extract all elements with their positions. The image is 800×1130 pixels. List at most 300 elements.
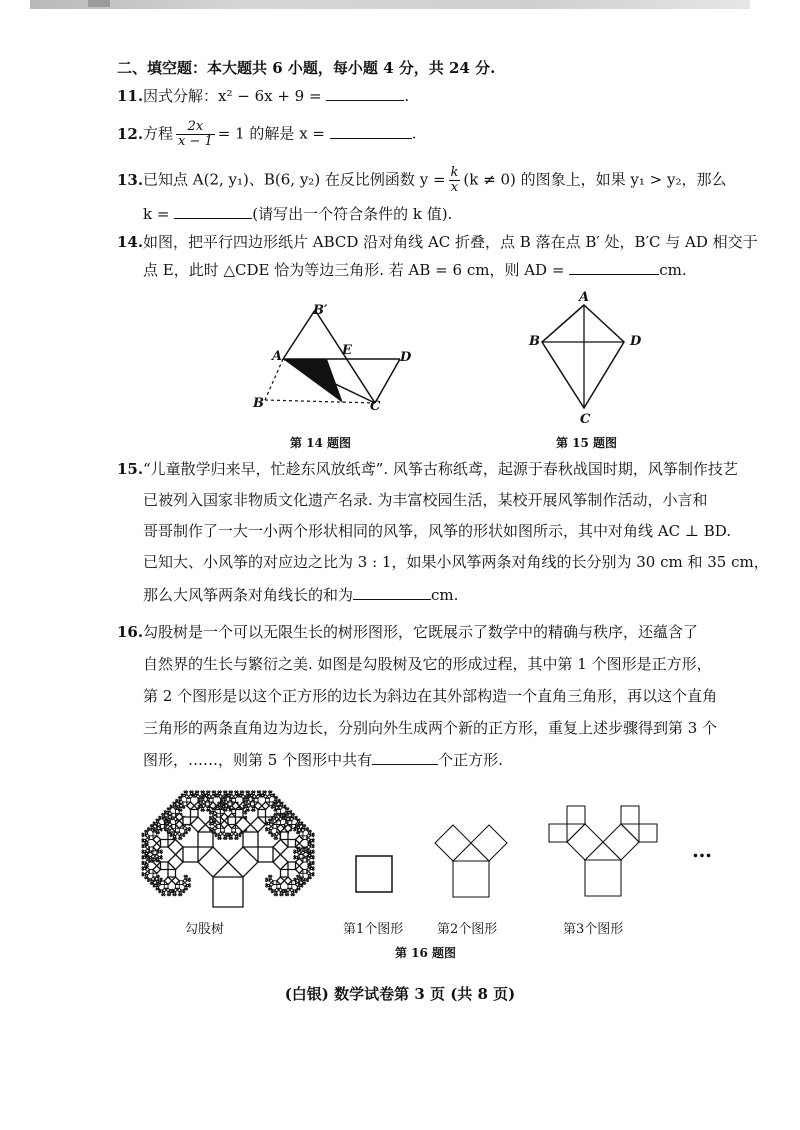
- tree-square: [228, 807, 230, 809]
- tree-square: [223, 838, 225, 840]
- tree-square: [206, 802, 210, 806]
- tree-square: [296, 891, 298, 893]
- tree-square: [226, 794, 228, 796]
- tree-square: [187, 802, 195, 810]
- question-text: 点 E，此时 △CDE 恰为等边三角形. 若 AB = 6 cm，则 AD =: [143, 261, 565, 279]
- answer-blank-12[interactable]: [330, 124, 412, 139]
- tree-square: [301, 885, 303, 887]
- question-number: 11.: [117, 87, 144, 105]
- tree-square: [281, 813, 283, 815]
- figure-15-kite: [530, 300, 640, 420]
- tree-square: [142, 839, 144, 841]
- tree-square: [189, 885, 191, 887]
- tree-square: [304, 825, 306, 827]
- figure-3-label: 第3个图形: [563, 922, 624, 937]
- question-14-line2: [143, 260, 687, 280]
- question-number: 13.: [117, 170, 144, 189]
- tree-square: [183, 817, 191, 825]
- tree-square: [296, 866, 304, 874]
- question-text: “儿童散学归来早，忙趁东风放纸鸢”. 风筝古称纸鸢，起源于春秋战国时期，风筝制作技艺: [143, 460, 738, 478]
- tree-square: [312, 852, 314, 854]
- tree-square: [156, 883, 158, 885]
- tree-square: [296, 832, 298, 834]
- ellipsis-mark: …: [692, 838, 712, 862]
- tree-square: [312, 869, 314, 871]
- question-text: 勾股树是一个可以无限生长的树形图形，它既展示了数学中的精确与秩序，还蕴含了: [143, 623, 699, 641]
- tree-square: [198, 832, 213, 847]
- tree-square: [266, 827, 268, 829]
- question-13-line2: [143, 204, 452, 224]
- tree-square: [191, 791, 193, 793]
- question-text: cm.: [431, 586, 459, 604]
- tree-square: [639, 824, 657, 842]
- segment-AB1: [283, 310, 315, 359]
- tree-square: [215, 794, 217, 796]
- tree-square: [294, 855, 296, 857]
- tree-square: [221, 799, 223, 801]
- tree-square: [201, 810, 203, 812]
- tree-square: [232, 828, 236, 832]
- tree-square: [277, 821, 281, 825]
- question-text: cm.: [659, 261, 687, 279]
- tree-square: [265, 791, 267, 793]
- tree-square: [273, 825, 277, 829]
- tree-square: [212, 832, 214, 834]
- tree-square: [281, 870, 289, 878]
- tree-square: [246, 810, 248, 812]
- tree-square: [147, 827, 149, 829]
- tree-square: [181, 794, 183, 796]
- tree-square: [161, 829, 163, 831]
- tree-square: [153, 851, 157, 855]
- tree-square: [164, 827, 166, 829]
- tree-square: [312, 863, 314, 865]
- question-15-line3: 哥哥制作了一大一小两个形状相同的风筝，风筝的形状如图所示，其中对角线 AC ⊥ BD.: [143, 522, 732, 540]
- tree-square: [209, 810, 211, 812]
- tree-square: [453, 861, 489, 897]
- tree-square: [168, 870, 176, 878]
- tree-square: [237, 794, 239, 796]
- square: [356, 856, 392, 892]
- tree-square: [310, 864, 312, 866]
- tree-square: [249, 794, 251, 796]
- tree-square: [288, 885, 292, 889]
- tree-square: [176, 805, 178, 807]
- tree-square: [254, 798, 258, 802]
- tree-square: [287, 808, 289, 810]
- tree-square: [176, 828, 180, 832]
- tree-square: [303, 858, 307, 862]
- tree-square: [274, 838, 276, 840]
- question-number: 14.: [117, 233, 144, 251]
- tree-square: [149, 870, 153, 874]
- tree-square: [161, 852, 163, 854]
- question-15-line2: 已被列入国家非物质文化遗产名录. 为丰富校园生活，某校开展风筝制作活动，小言和: [143, 491, 708, 509]
- tree-square: [268, 888, 270, 890]
- tree-square: [197, 791, 199, 793]
- label-B: B: [529, 334, 540, 349]
- tree-square: [178, 894, 180, 896]
- tree-square: [161, 857, 163, 859]
- tree-square: [209, 822, 211, 824]
- tree-square: [164, 816, 166, 818]
- question-text: 那么大风筝两条对角线长的和为: [143, 586, 354, 604]
- tree-square: [161, 840, 169, 848]
- label-B: B: [253, 396, 264, 411]
- figure-16-caption: 第 16 题图: [395, 946, 457, 960]
- page-footer: (白银) 数学试卷第 3 页 (共 8 页): [284, 985, 516, 1003]
- tree-square: [236, 810, 244, 818]
- tree-square: [228, 847, 258, 877]
- tree-square: [259, 791, 261, 793]
- question-number: 12.: [117, 124, 144, 143]
- question-16-line1: [117, 622, 698, 642]
- tree-square: [262, 802, 270, 810]
- dashed-AB: [265, 359, 283, 400]
- tree-square: [178, 810, 180, 812]
- question-text: (k ≠ 0) 的图象上，如果 y₁ > y₂，那么: [463, 170, 727, 189]
- tree-square: [218, 838, 220, 840]
- tree-square: [186, 875, 188, 877]
- tree-square: [192, 794, 194, 796]
- tree-square: [176, 885, 180, 889]
- tree-square: [223, 810, 225, 812]
- question-16-line3: 第 2 个图形是以这个正方形的边长为斜边在其外部构造一个直角三角形，再以这个直角: [143, 687, 718, 705]
- scan-top-bar: [30, 0, 750, 9]
- tree-square: [172, 877, 180, 885]
- tree-square: [266, 822, 268, 824]
- tree-square: [284, 877, 292, 885]
- figure-1-label: 第1个图形: [343, 922, 404, 937]
- tree-square: [274, 894, 276, 896]
- tree-square: [191, 810, 199, 818]
- tree-square: [298, 875, 300, 877]
- tree-square: [310, 830, 312, 832]
- tree-square: [312, 840, 314, 842]
- tree-square: [215, 805, 217, 807]
- tree-square: [145, 843, 147, 845]
- tree-square: [310, 841, 312, 843]
- question-15-line1: [117, 459, 738, 479]
- tree-square: [242, 791, 244, 793]
- tree-square: [153, 873, 157, 877]
- tree-square: [274, 810, 276, 812]
- tree-square: [142, 855, 144, 857]
- answer-blank-14[interactable]: [569, 260, 659, 275]
- tree-square: [299, 832, 303, 836]
- tree-square: [231, 791, 233, 793]
- tree-square: [153, 866, 161, 874]
- tree-square: [277, 810, 281, 814]
- tree-square: [153, 836, 161, 844]
- tree-square: [298, 819, 300, 821]
- tree-square: [212, 821, 214, 823]
- question-text: k =: [143, 205, 170, 223]
- tree-square: [167, 821, 169, 823]
- tree-square: [187, 798, 191, 802]
- tree-square: [164, 885, 168, 889]
- tree-square: [260, 794, 262, 796]
- tree-square: [253, 791, 255, 793]
- tree-square: [179, 881, 183, 885]
- tree-square: [258, 847, 273, 862]
- tree-square: [243, 799, 245, 801]
- tree-square: [142, 850, 144, 852]
- tree-square: [243, 805, 245, 807]
- label-A: A: [579, 290, 590, 305]
- label-E: E: [342, 343, 352, 358]
- tree-square: [273, 840, 288, 855]
- tree-square: [209, 798, 213, 802]
- tree-square: [567, 824, 603, 860]
- tree-square: [312, 874, 314, 876]
- dashed-BC: [265, 400, 375, 403]
- tree-square: [282, 816, 284, 818]
- question-11: [117, 86, 409, 106]
- tree-square: [221, 828, 225, 832]
- tree-square: [251, 810, 253, 812]
- fraction-numerator: 2x: [176, 120, 215, 135]
- tree-square: [298, 847, 300, 849]
- label-C: C: [370, 399, 381, 414]
- figure-14-caption: 第 14 题图: [290, 436, 352, 450]
- tree-square: [214, 791, 216, 793]
- tree-square: [167, 894, 169, 896]
- tree-square: [225, 791, 227, 793]
- tree-square: [170, 805, 172, 807]
- tree-square: [281, 802, 283, 804]
- answer-blank-15[interactable]: [353, 585, 431, 600]
- tree-square: [304, 847, 306, 849]
- tree-square: [153, 827, 155, 829]
- tree-square: [142, 844, 144, 846]
- tree-square: [296, 858, 304, 866]
- tree-square: [183, 807, 185, 809]
- tree-square: [172, 813, 176, 817]
- question-number: 15.: [117, 460, 144, 478]
- fraction-denominator: x: [450, 180, 459, 195]
- tree-square: [301, 880, 303, 882]
- tree-square: [567, 806, 585, 824]
- tree-square: [168, 840, 183, 855]
- tree-square: [158, 875, 160, 877]
- question-16-line5: [143, 750, 503, 770]
- tree-square: [229, 838, 231, 840]
- tree-square: [303, 836, 307, 840]
- tree-square: [276, 802, 278, 804]
- tree-square: [435, 825, 471, 861]
- tree-square: [273, 881, 277, 885]
- tree-square: [549, 824, 567, 842]
- question-15-line5: [143, 585, 458, 605]
- tree-square: [198, 799, 200, 801]
- tree-square: [183, 891, 185, 893]
- tree-square: [271, 816, 273, 818]
- tree-square: [288, 862, 296, 870]
- answer-blank-11[interactable]: [326, 86, 404, 101]
- tree-square: [145, 866, 147, 868]
- tree-square: [217, 825, 221, 829]
- tree-square: [161, 825, 165, 829]
- tree-square: [203, 791, 205, 793]
- tree-square: [251, 817, 266, 832]
- tree-square: [292, 881, 296, 885]
- tree-square: [183, 835, 185, 837]
- tree-square: [268, 832, 270, 834]
- tree-square: [293, 813, 295, 815]
- tree-square: [312, 857, 314, 859]
- answer-blank-13[interactable]: [174, 204, 252, 219]
- tree-square: [281, 832, 289, 840]
- period: .: [404, 87, 410, 105]
- tree-square: [142, 872, 144, 874]
- tree-square: [153, 822, 155, 824]
- tree-square: [150, 883, 152, 885]
- tree-square: [603, 824, 639, 860]
- tree-square: [172, 825, 176, 829]
- tree-square: [189, 880, 191, 882]
- tree-square: [161, 880, 163, 882]
- tree-square: [294, 878, 296, 880]
- tree-square: [209, 827, 211, 829]
- tree-square: [183, 802, 187, 806]
- tree-square: [266, 798, 270, 802]
- tree-square: [189, 829, 191, 831]
- label-D: D: [630, 334, 642, 349]
- tree-square: [266, 878, 268, 880]
- tree-square: [173, 894, 175, 896]
- question-text: 个正方形.: [438, 751, 503, 769]
- figure-3-diagram: [530, 790, 680, 900]
- tree-square: [172, 891, 174, 893]
- tree-square: [145, 855, 147, 857]
- question-text: 因式分解：x² − 6x + 9 =: [143, 87, 322, 105]
- tree-square: [585, 860, 621, 896]
- tree-square: [204, 794, 206, 796]
- section-heading: 二、填空题：本大题共 6 小题，每小题 4 分，共 24 分.: [117, 59, 496, 77]
- tree-square: [198, 805, 200, 807]
- tree-square: [176, 799, 178, 801]
- tree-square: [310, 853, 312, 855]
- tree-square: [270, 875, 272, 877]
- tree-square: [149, 836, 153, 840]
- tree-square: [271, 805, 273, 807]
- tree-square: [213, 877, 243, 907]
- tree-square: [217, 813, 221, 817]
- tree-square: [145, 877, 147, 879]
- fraction-numerator: k: [450, 165, 459, 180]
- tree-square: [161, 862, 169, 870]
- tree-square: [173, 838, 175, 840]
- tree-square: [239, 835, 241, 837]
- question-text: (请写出一个符合条件的 k 值).: [252, 205, 453, 223]
- tree-square: [236, 791, 238, 793]
- tree-square: [287, 813, 289, 815]
- tree-square: [156, 832, 158, 834]
- tree-square: [150, 860, 152, 862]
- tree-square: [471, 825, 507, 861]
- fraction-denominator: x − 1: [178, 134, 213, 149]
- tree-square: [156, 860, 158, 862]
- tree-square: [307, 880, 309, 882]
- shaded-triangle: [283, 359, 343, 403]
- tree-square: [236, 817, 251, 832]
- tree-square: [183, 847, 198, 862]
- question-text: 已知点 A(2, y₁)、B(6, y₂) 在反比例函数 y =: [143, 170, 446, 189]
- tree-square: [228, 802, 232, 806]
- tree-square: [178, 838, 180, 840]
- question-16-line2: 自然界的生长与繁衍之美. 如图是勾股树及它的形成过程，其中第 1 个图形是正方形，: [143, 655, 712, 673]
- question-16-line4: 三角形的两条直角边为边长，分别向外生成两个新的正方形，重复上述步骤得到第 3 个: [143, 719, 718, 737]
- label-C: C: [580, 412, 591, 427]
- label-A: A: [272, 349, 283, 364]
- tree-square: [167, 832, 169, 834]
- tree-square: [161, 894, 163, 896]
- fraction: [449, 166, 461, 195]
- question-12: [117, 120, 417, 149]
- tree-square: [186, 791, 188, 793]
- tree-square: [294, 850, 296, 852]
- tree-square: [142, 833, 144, 835]
- tree-square: [229, 810, 231, 812]
- tree-square: [164, 877, 172, 885]
- tree-square: [276, 813, 278, 815]
- tree-square: [168, 855, 183, 870]
- tree-square: [198, 847, 228, 877]
- tree-square: [228, 835, 230, 837]
- tree-square: [277, 885, 281, 889]
- question-text: = 1 的解是 x =: [217, 124, 325, 143]
- figure-15-caption: 第 15 题图: [556, 436, 618, 450]
- tree-square: [159, 816, 161, 818]
- tree-square: [245, 812, 247, 814]
- tree-square: [142, 861, 144, 863]
- tree-square: [220, 791, 222, 793]
- tree-square: [164, 822, 166, 824]
- tree-square: [232, 798, 236, 802]
- figure-1-square: [355, 855, 395, 895]
- tree-square: [243, 832, 258, 847]
- fraction: [176, 120, 215, 149]
- tree-square: [312, 846, 314, 848]
- tree-square: [276, 796, 278, 798]
- tree-square: [288, 840, 296, 848]
- tree-square: [266, 884, 268, 886]
- tree-square: [280, 894, 282, 896]
- tree-square: [191, 817, 206, 832]
- tree-square: [258, 810, 266, 818]
- period: .: [411, 124, 417, 143]
- label-B-prime: B′: [313, 303, 328, 318]
- tree-square: [153, 843, 161, 851]
- tree-square: [296, 836, 304, 844]
- question-14-line1: [117, 232, 758, 252]
- tree-square: [284, 891, 286, 893]
- tree-square: [248, 791, 250, 793]
- figure-2-label: 第2个图形: [437, 922, 498, 937]
- question-text: 图形，……，则第 5 个图形中共有: [143, 751, 373, 769]
- tree-square: [221, 805, 223, 807]
- segment-DC: [375, 359, 400, 403]
- question-13-line1: [117, 166, 726, 195]
- tree-square: [149, 847, 153, 851]
- question-number: 16.: [117, 623, 144, 641]
- tree-square: [254, 802, 261, 810]
- tree-square: [277, 877, 285, 885]
- answer-blank-16[interactable]: [372, 750, 438, 765]
- tree-square: [228, 817, 236, 825]
- label-D: D: [400, 350, 412, 365]
